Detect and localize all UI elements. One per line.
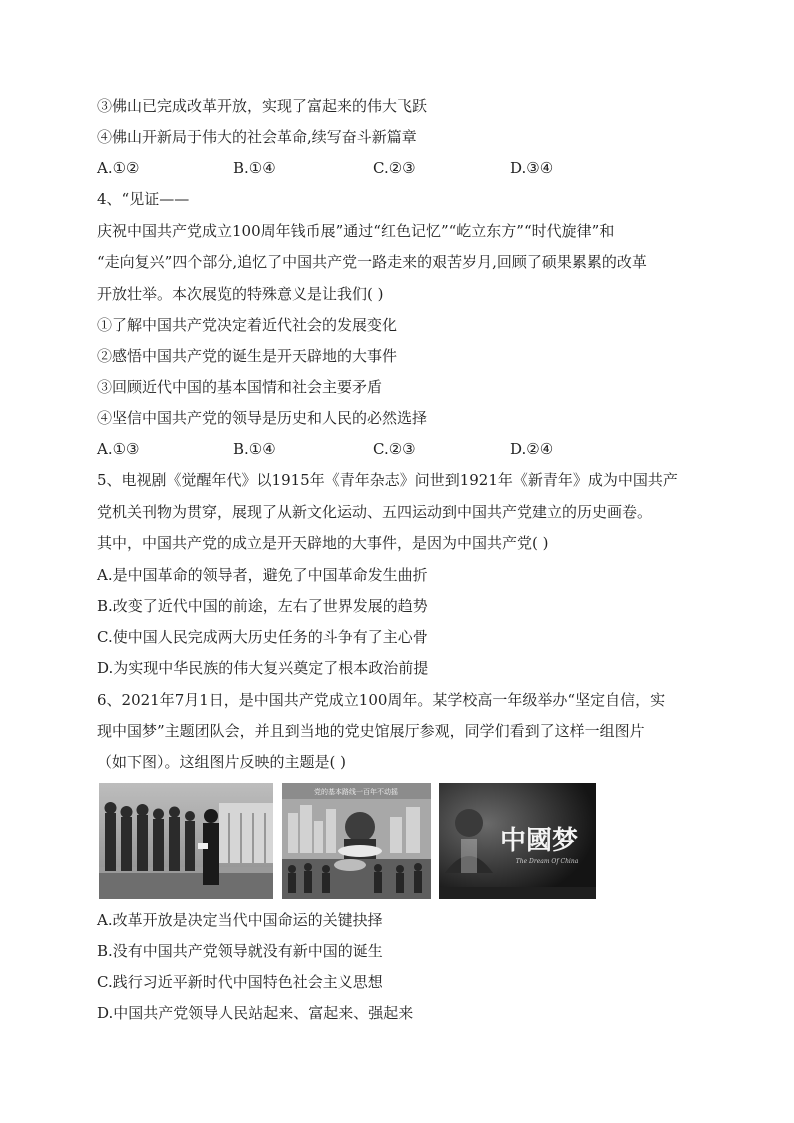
photo-reform-opening: [282, 783, 431, 899]
q4-option-c[interactable]: C.②③: [373, 440, 416, 458]
q4-options: [97, 439, 657, 459]
q6-option-b[interactable]: B.没有中国共产党领导就没有新中国的诞生: [97, 942, 383, 960]
photo3-title: 中國梦: [499, 826, 579, 856]
q5-stem-line-3: 其中，中国共产党的成立是开天辟地的大事件，是因为中国共产党( ): [97, 534, 549, 552]
photo3-subtitle: The Dream Of China: [515, 858, 579, 865]
q4-item-3: ③回顾近代中国的基本国情和社会主要矛盾: [97, 378, 383, 396]
q3-option-c[interactable]: C.②③: [373, 159, 416, 177]
q4-option-d[interactable]: D.②④: [510, 440, 554, 458]
q4-item-1: ①了解中国共产党决定着近代社会的发展变化: [97, 316, 398, 334]
q4-stem-line-3: “走向复兴”四个部分,追忆了中国共产党一路走来的艰苦岁月,回顾了硕果累累的改革: [97, 253, 647, 271]
photo-founding-ceremony: [99, 783, 273, 899]
q3-option-b[interactable]: B.①④: [233, 159, 276, 177]
q4-item-4: ④坚信中国共产党的领导是历史和人民的必然选择: [97, 409, 428, 427]
q6-stem-line-2: 现中国梦”主题团队会，并且到当地的党史馆展厅参观，同学们看到了这样一组图片: [97, 722, 645, 740]
q4-item-2: ②感悟中国共产党的诞生是开天辟地的大事件: [97, 347, 398, 365]
q3-options: [97, 158, 657, 178]
q6-option-a[interactable]: A.改革开放是决定当代中国命运的关键抉择: [97, 911, 383, 929]
q5-option-d[interactable]: D.为实现中华民族的伟大复兴奠定了根本政治前提: [97, 659, 429, 677]
q6-option-c[interactable]: C.践行习近平新时代中国特色社会主义思想: [97, 973, 383, 991]
q3-item-3: ③佛山已完成改革开放，实现了富起来的伟大飞跃: [97, 97, 428, 115]
q3-item-4: ④佛山开新局于伟大的社会革命,续写奋斗新篇章: [97, 128, 417, 146]
q5-option-c[interactable]: C.使中国人民完成两大历史任务的斗争有了主心骨: [97, 628, 428, 646]
q3-option-a[interactable]: A.①②: [97, 159, 140, 177]
q6-option-d[interactable]: D.中国共产党领导人民站起来、富起来、强起来: [97, 1004, 414, 1022]
q5-option-a[interactable]: A.是中国革命的领导者，避免了中国革命发生曲折: [97, 566, 428, 584]
photo2-caption: 党的基本路线一百年不动摇: [314, 788, 398, 796]
q4-stem-line-4: 开放壮举。本次展览的特殊意义是让我们( ): [97, 285, 384, 303]
q4-option-a[interactable]: A.①③: [97, 440, 140, 458]
q4-stem-line-2: 庆祝中国共产党成立100周年钱币展”通过“红色记忆”“屹立东方”“时代旋律”和: [97, 222, 615, 240]
q3-option-d[interactable]: D.③④: [510, 159, 554, 177]
photo-chinese-dream: [439, 783, 596, 899]
q5-option-b[interactable]: B.改变了近代中国的前途，左右了世界发展的趋势: [97, 597, 428, 615]
q6-stem-line-3: （如下图）。这组图片反映的主题是( ): [97, 753, 346, 771]
q4-option-b[interactable]: B.①④: [233, 440, 276, 458]
q4-stem-line-1: 4、“见证——: [97, 190, 190, 208]
q5-stem-line-1: 5、电视剧《觉醒年代》以1915年《青年杂志》问世到1921年《新青年》成为中国共产: [97, 471, 678, 489]
q6-stem-line-1: 6、2021年7月1日，是中国共产党成立100周年。某学校高一年级举办“坚定自信，实: [97, 691, 666, 709]
q5-stem-line-2: 党机关刊物为贯穿，展现了从新文化运动、五四运动到中国共产党建立的历史画卷。: [97, 503, 653, 521]
